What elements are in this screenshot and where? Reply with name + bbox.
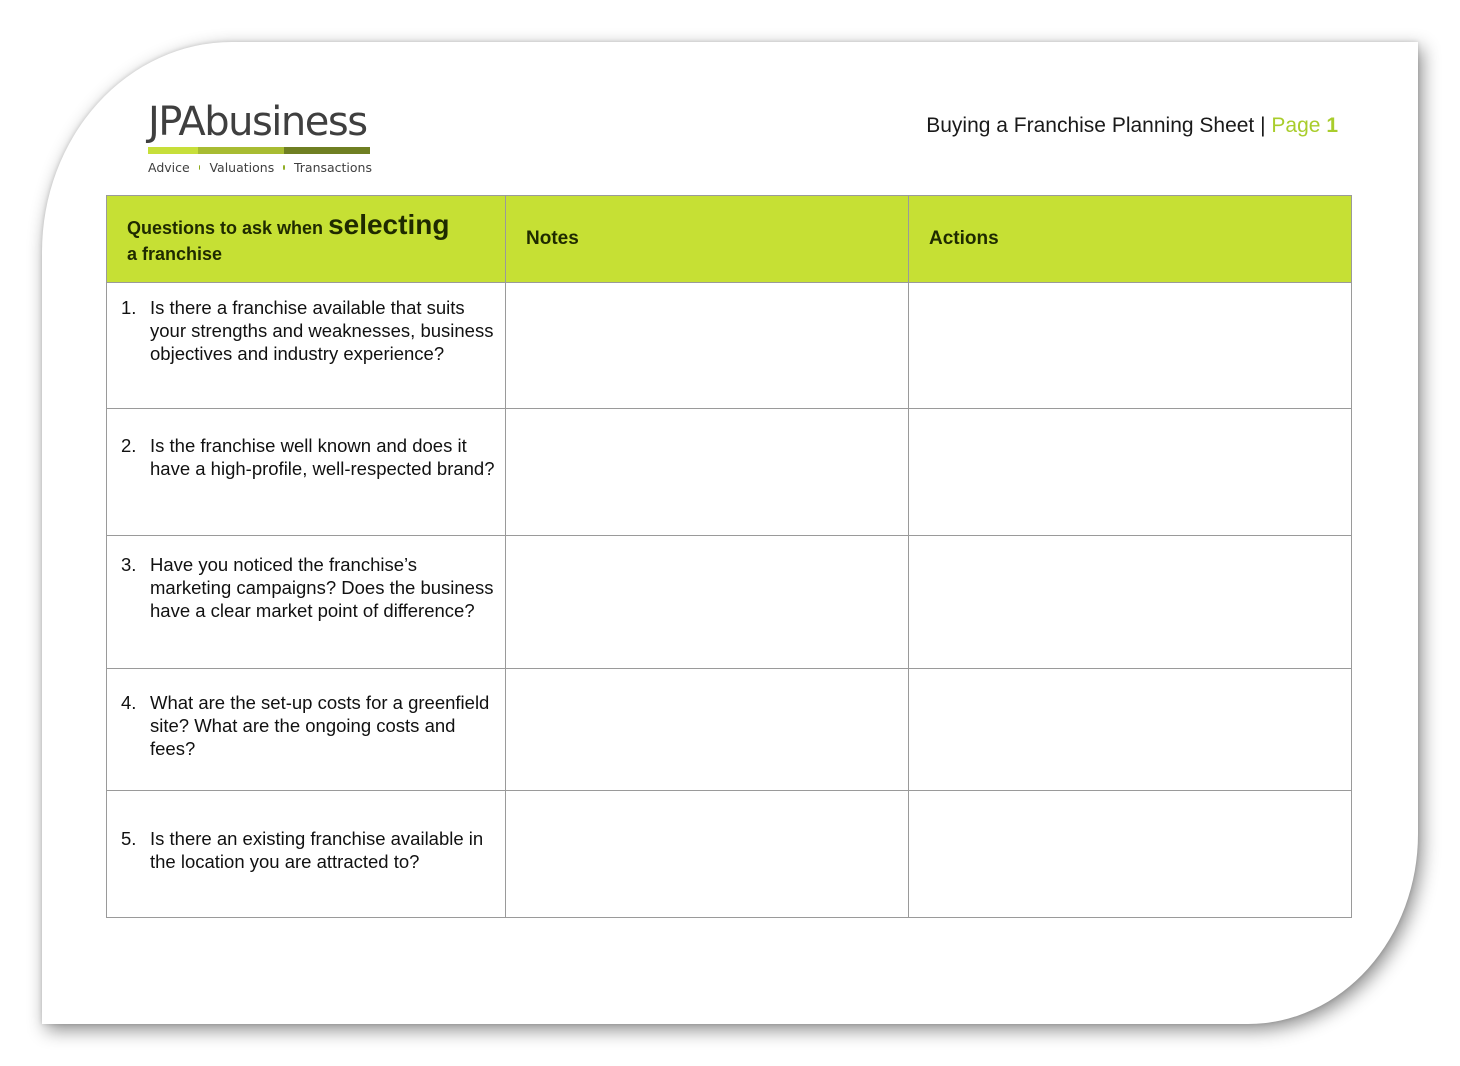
logo-bar-segment [198, 147, 284, 154]
planning-table [106, 195, 1352, 918]
notes-cell[interactable] [506, 409, 909, 536]
questions-header-suffix: a franchise [127, 243, 223, 264]
logo-color-bar [148, 147, 370, 154]
question-text: Is there a franchise available that suits your strengths and weaknesses, business objectives and industry experience? [150, 297, 494, 364]
title-text: Buying a Franchise Planning Sheet [926, 114, 1255, 137]
questions-header-emphasis: selecting [328, 208, 450, 240]
question-cell [107, 669, 506, 791]
notes-cell[interactable] [506, 669, 909, 791]
actions-cell[interactable] [909, 283, 1352, 409]
tagline-valuations: Valuations [209, 160, 275, 175]
title-separator: | [1260, 114, 1266, 137]
notes-cell[interactable] [506, 791, 909, 918]
table-row [107, 791, 1352, 918]
question-number: 3. [121, 554, 137, 575]
logo-bar-segment [284, 147, 370, 154]
column-header-notes: Notes [506, 196, 909, 283]
question-text: What are the set-up costs for a greenfield site? What are the ongoing costs and fees? [150, 692, 490, 759]
page-label: Page [1271, 114, 1321, 137]
question-number: 1. [121, 297, 137, 318]
logo-wordmark: JPAbusiness [148, 99, 367, 145]
actions-cell[interactable] [909, 536, 1352, 669]
question-text: Have you noticed the franchise’s marketing campaigns? Does the business have a clear market point of difference? [150, 554, 494, 621]
bullet-dot-icon [283, 165, 285, 170]
column-header-questions [107, 196, 506, 283]
question-cell [107, 283, 506, 409]
actions-cell[interactable] [909, 791, 1352, 918]
tagline-advice: Advice [148, 160, 190, 175]
table-row [107, 283, 1352, 409]
question-number: 4. [121, 692, 137, 713]
page-number: 1 [1326, 114, 1338, 137]
table-row [107, 669, 1352, 791]
question-cell [107, 536, 506, 669]
notes-cell[interactable] [506, 283, 909, 409]
logo-bar-segment [148, 147, 198, 154]
column-header-actions: Actions [909, 196, 1352, 283]
tagline-transactions: Transactions [293, 160, 372, 175]
table-row [107, 536, 1352, 669]
question-text: Is the franchise well known and does it have a high-profile, well-respected brand? [150, 435, 495, 479]
bullet-dot-icon [199, 165, 201, 170]
document-title [926, 114, 1338, 138]
table-row [107, 409, 1352, 536]
question-text: Is there an existing franchise available in the location you are attracted to? [150, 828, 484, 872]
question-cell [107, 409, 506, 536]
actions-cell[interactable] [909, 669, 1352, 791]
actions-cell[interactable] [909, 409, 1352, 536]
table-header-row [107, 196, 1352, 283]
question-number: 2. [121, 435, 137, 456]
planning-sheet [42, 42, 1418, 1024]
question-cell [107, 791, 506, 918]
questions-header-prefix: Questions to ask when [127, 217, 324, 238]
company-logo [148, 100, 372, 175]
question-number: 5. [121, 828, 137, 849]
logo-tagline [148, 160, 372, 175]
notes-cell[interactable] [506, 536, 909, 669]
